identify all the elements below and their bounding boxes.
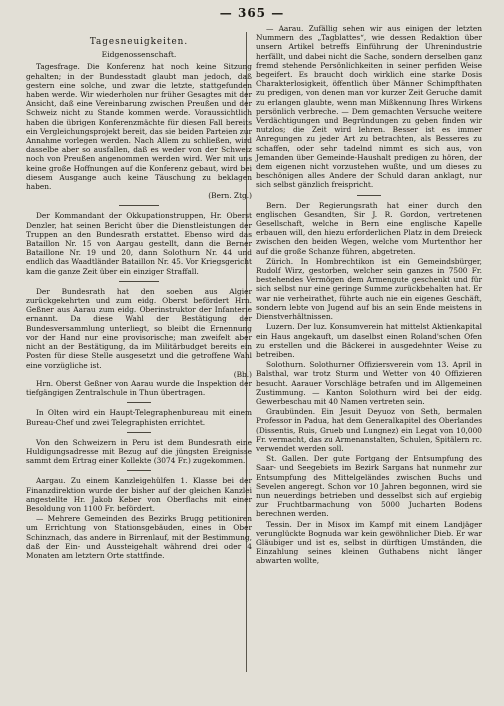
article-paragraph: In Olten wird ein Haupt-Telegraphenbureau mit einem Bureau-Chef und zwei Telegraphisten errichtet. — [26, 408, 252, 427]
article-paragraph: Aargau. Zu einem Kanzleigehülfen 1. Klasse bei der Finanzdirektion wurde der bisher auf der gleichen Kanzlei angestellte Hr. Jakob Keber von Oberflachs mit einer Besoldung von 1100 Fr. befördert. — [26, 476, 252, 513]
section-headline: Tagesneuigkeiten. — [89, 37, 189, 47]
article-paragraph: Tagesfrage. Die Konferenz hat noch keine Sitzung gehalten; in der Bundesstadt glaubt man jedoch, daß gestern eine solche, und zwar die letzte, stattgefunden haben werde. Wir wiederholen nur früher Gesagtes mit der Ansicht, daß eine Vereinbarung zwischen Preußen und der Schweiz nicht zu Stande kommen werde. Voraussichtlich haben die übrigen Konferenzmächte für diesen Fall bereits ein Vergleichungsprojekt bereit, das sie beiden Parteien zur Annahme vorlegen werden. Nach Allem zu schließen, wird dasselbe aber so ausfallen, daß es weder von der Schweiz noch von Preußen angenommen werden wird. Wer mit uns keine große Hoffnungen auf die Konferenz gebaut, wird bei diesem Ausgange auch keine Täuschung zu beklagen haben. — [26, 62, 252, 192]
article-paragraph: Zürich. In Hombrechtikon ist ein Gemeindsbürger, Rudolf Wirz, gestorben, welcher sein ganzes in 7500 Fr. bestehendes Vermögen dem Armengute geschenkt und für sich selbst nur eine geringe Summe zurückbehalten hat. Er war nie verheirathet, führte auch nie ein eigenes Geschäft, sondern lebte von Jugend auf bis an sein Ende meistens in Dienstverhältnissen. — [256, 256, 482, 322]
article-paragraph: — Mehrere Gemeinden des Bezirks Brugg petitioniren um Errichtung von Stationsgebäuden, eines in Ober Schinznach, das andere in Birrenlauf, mit der Bestimmung, daß der Ein- und Aussteigehalt während drei oder 4 Monaten am letztern Orte stattfinde. — [26, 514, 252, 560]
left-column — [26, 24, 252, 560]
article-paragraph: Bern. Der Regierungsrath hat einer durch den englischen Gesandten, Sir J. R. Gordon, vertretenen Gesellschaft, welche in Bern eine englische Kapelle erbauen will, den hiezu erforderlichen Platz in dem Dreieck zwischen den beiden Wegen, welche vom Murtenthor her auf die große Schanze führen, abgetreten. — [256, 200, 482, 256]
article-separator — [357, 195, 381, 196]
article-paragraph: Tessin. Der in Misox im Kampf mit einem Landjäger verunglückte Bognuda war kein gewöhnlicher Dieb. Er war Gläubiger und ist es, selbst in dürftigen Umständen, die Einzahlung seines kleinen Guthabens nicht länger abwarten wollte, — [256, 519, 482, 566]
right-column — [256, 24, 482, 566]
article-paragraph: Hrn. Oberst Geßner von Aarau wurde die Inspektion der tiefgängigen Zentralschule in Thun übertragen. — [26, 378, 252, 398]
article-separator — [127, 402, 151, 403]
page-number: — 365 — — [219, 6, 285, 20]
article-paragraph: St. Gallen. Der gute Fortgang der Entsumpfung des Saar- und Seegebiets im Bezirk Sargans hat nunmehr zur Entsumpfung des Mittelgeländes zwischen Buchs und Sevelen angeregt. Schon vor 10 Jahren begonnen, wird sie nun neuerdings betrieben und desselbst sich auf ergiebig zur Fruchtbarmachung von 5000 Jucharten Bodens berechnen werden. — [256, 454, 482, 519]
article-source: (Bb.) — [233, 369, 252, 379]
article-paragraph: Der Bundesrath hat den soeben aus Algier zurückgekehrten und zum eidg. Oberst befördert Hrn. Geßner aus Aarau zum eidg. Oberinstruktor der Infanterie ernannt. Da diese Wahl der Bestätigung der Bundesversammlung unterliegt, so bleibt die Ernennung vor der Hand nur eine provisorische; man zweifelt aber nicht an der Bestätigung, da im Militärbudget bereits ein Posten für diese Stelle ausgesetzt und die getroffene Wahl eine vorzügliche ist. — [26, 286, 252, 370]
article-paragraph: — Aarau. Zufällig sehen wir aus einigen der letzten Nummern des „Tagblattes“, wie dessen Redaktion über unsern Artikel betreffs Einführung der Uhrenindustrie herfällt, und dabei nicht die Sache, sondern derselben ganz fremd stehende Persönlichkeiten in seiner perfiden Weise begeifert. Es braucht doch wirklich eine starke Dosis Charakterlosigkeit, öffentlich über Männer Schimpfthaten zu predigen, von denen man vor kurzer Zeit Geruche damit zu erlangen glaubte, wenn man Mißkennung Ihres Wirkens persönlich verbreche. — Dem gemachten Versuche weitere Verdächtigungen und Begründungen zu geben finden wir nutzlos; die Zeit wird lehren. Besser ist es immer Anregungen zu jeder Art zu betrachten, als Besseres zu schaffen, oder sehr tadelnd nimmt es sich aus, von Jemanden über Gemeinde-Haushalt predigen zu hören, der dem eigenen nicht vorzustehen wußte, und um dieses zu beschönigen alles Andere der Schuld daran anklagt, nur sich selbst gänzlich freispricht. — [256, 24, 482, 190]
article-separator — [119, 281, 159, 282]
article-paragraph: Der Kommandant der Okkupationstruppen, Hr. Oberst Denzler, hat seinen Bericht über die Dienstleistungen der Truppen an den Bundesrath erstattet. Ebenso wird das Bataillon Nr. 15 von Aargau gestellt, dann die Berner Bataillone Nr. 19 und 20, dann Solothurn Nr. 44 und endlich das Waadtländer Bataillon Nr. 45. Vor Kriegsgericht kam die ganze Zeit über ein einziger Straffall. — [26, 211, 252, 276]
article-separator — [119, 205, 159, 206]
section-subhead: Eidgenossenschaft. — [101, 50, 177, 60]
article-separator — [127, 470, 151, 471]
article-paragraph: Graubünden. Ein Jesuit Deyuoz von Seth, bermalen Professor in Padua, hat dem Generalkapitel des Oberlandes (Dissentis, Ruis, Grueb und Lungnez) ein Legat von 10,000 Fr. vermacht, das zu Armenanstalten, Schulen, Spitälern rc. verwendet werden soll. — [256, 407, 482, 453]
article-paragraph: Luzern. Der luz. Konsumverein hat mittelst Aktienkapital ein Haus angekauft, um daselbst einen Roland'schen Ofen zu erstellen und die Bäckerei in ausgedehnter Weise zu betreiben. — [256, 322, 482, 359]
article-source: (Bern. Ztg.) — [208, 191, 252, 201]
article-separator — [127, 432, 151, 433]
article-paragraph: Solothurn. Solothurner Offiziersverein vom 13. April in Balsthal, war trotz Sturm und Wetter von 40 Offizieren besucht. Aarauer Vorschläge betrafen und im Allgemeinen Zustimmung. — Kanton Solothurn wird bei der eidg. Gewerbeschau mit 40 Namen vertreten sein. — [256, 360, 482, 406]
article-paragraph: Von den Schweizern in Peru ist dem Bundesrath eine Huldigungsadresse mit Bezug auf die jüngsten Ereignisse sammt dem Ertrag einer Kollekte (3074 Fr.) zugekommen. — [26, 437, 252, 466]
